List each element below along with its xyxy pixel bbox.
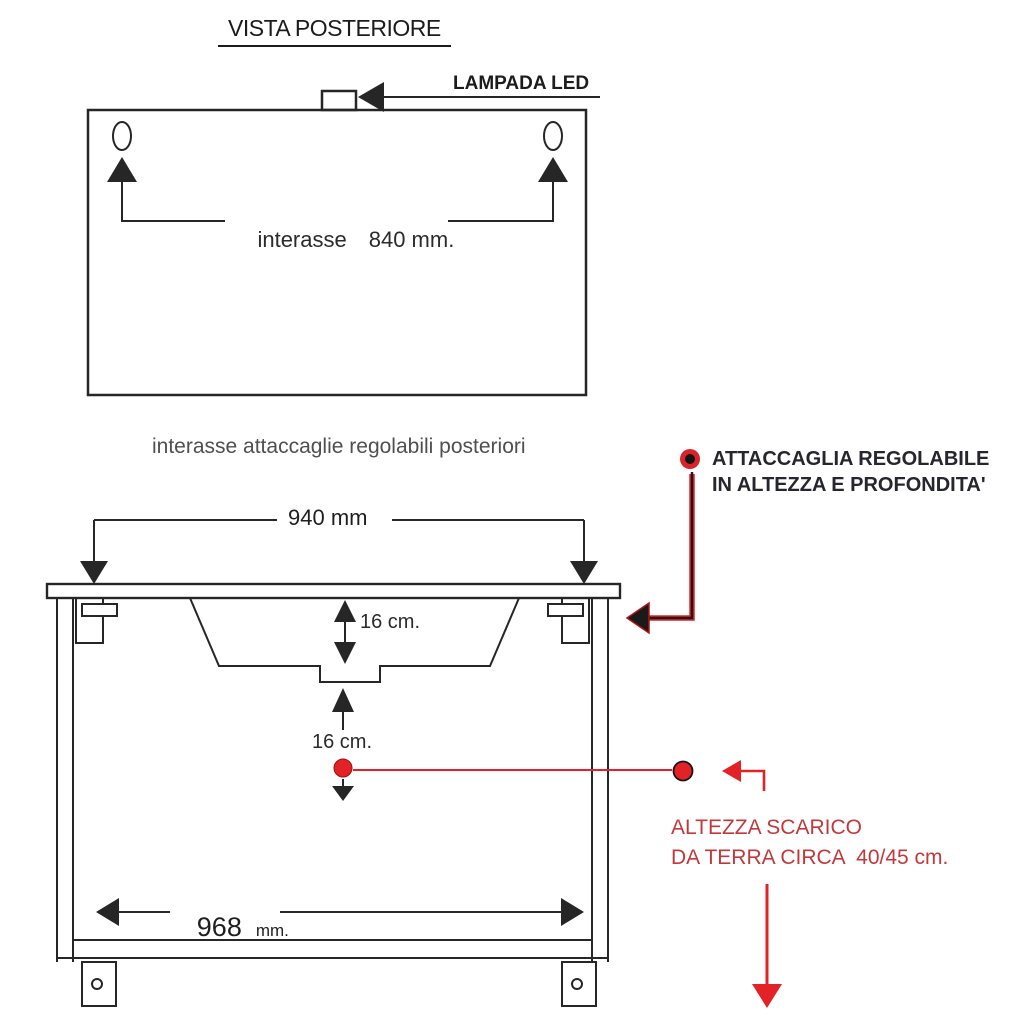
side-panels — [57, 598, 608, 962]
lampada-led-label: LAMPADA LED — [453, 73, 590, 94]
up-arrow-icon — [107, 157, 137, 182]
hanger-right — [548, 598, 589, 643]
basin-depth-label: 16 cm. — [360, 611, 421, 633]
down-arrow-icon — [80, 561, 108, 584]
up-arrow-icon — [538, 157, 568, 182]
red-note-line2: DA TERRA CIRCA 40/45 cm. — [671, 846, 949, 869]
hanger-left — [76, 598, 117, 643]
page-title: VISTA POSTERIORE — [218, 16, 451, 47]
down-arrow-icon — [752, 984, 782, 1008]
keyhole-left — [113, 122, 131, 150]
interasse-word: interasse — [257, 227, 347, 253]
foot-left — [82, 962, 116, 1006]
red-note-line1: ALTEZZA SCARICO — [671, 816, 862, 839]
legend-connector — [627, 472, 692, 633]
leader-right-840 — [448, 182, 553, 221]
interasse-value: 840 mm. — [368, 227, 455, 253]
keyhole-right — [544, 122, 562, 150]
drain-note-dot-icon — [674, 762, 693, 781]
drain-offset-label: 16 cm. — [312, 731, 373, 753]
leader-left-840 — [122, 182, 225, 221]
dimension-16cm-basin — [334, 600, 356, 664]
dimension-940-label: 940 mm — [288, 505, 368, 530]
dimension-16cm-drain — [332, 688, 354, 730]
dimension-968 — [96, 898, 584, 926]
dimension-968-value: 968 — [196, 911, 242, 942]
drain-point-dot-icon — [334, 759, 352, 777]
left-arrow-icon — [96, 898, 119, 926]
legend-line2: IN ALTEZZA E PROFONDITA' — [712, 474, 986, 496]
countertop — [47, 584, 620, 598]
foot-right — [562, 962, 596, 1006]
drain-down-arrow — [332, 779, 354, 801]
dimension-968-label — [179, 896, 289, 958]
up-arrow-icon — [334, 600, 356, 622]
left-arrow-icon — [627, 603, 649, 633]
right-arrow-icon — [561, 898, 584, 926]
section-caption: interasse attaccaglie regolabili posteriori — [152, 435, 526, 458]
down-arrow-icon — [570, 561, 598, 584]
legend-dot-core — [685, 454, 695, 464]
down-arrow-icon — [332, 786, 354, 801]
drain-note-arrow — [722, 760, 764, 791]
legend-line1: ATTACCAGLIA REGOLABILE — [712, 448, 990, 470]
led-lamp-rect — [322, 91, 356, 110]
left-arrow-icon — [722, 760, 741, 782]
dimension-840-label — [233, 205, 454, 274]
floor-height-arrow — [752, 884, 782, 1008]
dimension-968-unit: mm. — [255, 920, 289, 940]
bottom-panel — [57, 940, 608, 958]
basin-profile — [190, 598, 519, 682]
left-arrow-icon — [358, 82, 384, 112]
up-arrow-icon — [332, 688, 354, 712]
down-arrow-icon — [334, 642, 356, 664]
